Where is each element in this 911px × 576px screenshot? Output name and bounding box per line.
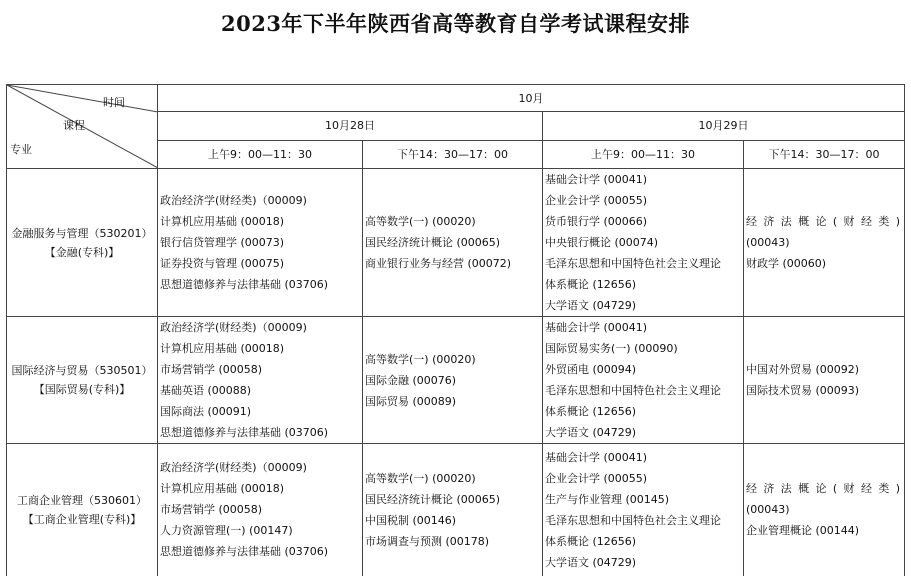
course-item: 人力资源管理(一) (00147) [160,524,293,538]
course-item: 国民经济统计概论 (00065) [365,236,501,249]
major-name: 国际经济与贸易（530501） [11,364,153,377]
course-list [363,444,543,576]
course-list [543,169,744,317]
course-item: 生产与作业管理 (00145) [545,492,670,506]
table-row [7,444,905,576]
major-level: 【工商企业管理(专科)】 [22,512,142,526]
course-item: 商业银行业务与经营 (00072) [365,257,512,270]
course-item: 政治经济学(财经类)（00009) [160,461,307,475]
course-item: (00043) [746,236,790,249]
course-item: 计算机应用基础 (00018) [160,215,285,228]
course-item: 中国税制 (00146) [365,513,457,527]
course-item: 国民经济统计概论 (00065) [365,492,501,506]
course-list [363,317,543,444]
course-item: 经济法概论(财经类) [746,215,900,228]
course-item: 中国对外贸易 (00092) [746,363,860,376]
major-cell [7,169,158,317]
course-item: 政治经济学(财经类)（00009) [160,194,307,207]
course-list [744,444,905,576]
course-item: 基础会计学 (00041) [545,450,648,464]
course-item: 政治经济学(财经类)（00009) [160,321,307,334]
course-item: 企业会计学 (00055) [545,471,648,485]
major-level: 【金融(专科)】 [44,245,120,259]
course-item: 银行信贷管理学 (00073) [160,236,285,249]
course-item: 市场调查与预测 (00178) [365,534,490,548]
course-item: 企业会计学 (00055) [545,194,648,207]
course-item: 国际技术贸易 (00093) [746,384,860,397]
course-item: 基础会计学 (00041) [545,321,648,334]
course-list [744,317,905,444]
course-list [744,169,905,317]
course-item: 毛泽东思想和中国特色社会主义理论 [545,384,721,397]
course-item: 基础英语 (00088) [160,384,252,397]
course-list [158,444,363,576]
course-list [543,317,744,444]
time-label: 时间 [103,96,125,109]
course-item: 市场营销学 (00058) [160,503,263,517]
course-item: 货币银行学 (00066) [545,215,648,228]
course-item: 证券投资与管理 (00075) [160,257,285,270]
major-cell [7,317,158,444]
course-item: 财政学 (00060) [746,257,827,270]
table-row [7,169,905,317]
course-item: 国际贸易实务(一) (00090) [545,342,678,355]
course-item: 经济法概论(财经类) [746,482,900,496]
course-item: 市场营销学 (00058) [160,363,263,376]
course-item: 企业管理概论 (00144) [746,524,860,538]
course-item: 国际商法 (00091) [160,405,252,418]
course-item: (00043) [746,503,790,517]
course-item: 体系概论 (12656) [545,278,637,291]
course-item: 高等数学(一) (00020) [365,471,476,485]
course-list [363,169,543,317]
major-level: 【国际贸易(专科)】 [33,383,131,396]
course-item: 体系概论 (12656) [545,405,637,418]
course-list [158,317,363,444]
session-header: 下午14：30—17：00 [744,140,905,168]
course-item: 毛泽东思想和中国特色社会主义理论 [545,513,721,527]
course-item: 体系概论 (12656) [545,534,637,548]
course-label: 课程 [63,119,85,132]
page-title: 2023年下半年陕西省高等教育自学考试课程安排 [221,11,690,36]
session-header: 上午9：00—11：30 [158,140,363,168]
day-header-2: 10月29日 [543,112,905,140]
session-header: 上午9：00—11：30 [543,140,744,168]
course-list [543,444,744,576]
course-item: 思想道德修养与法律基础 (03706) [160,426,329,439]
header-diagonal-cell [7,85,158,169]
major-label: 专业 [10,143,32,156]
course-item: 大学语文 (04729) [545,426,637,439]
course-item: 中央银行概论 (00074) [545,236,659,249]
month-header: 10月 [158,85,905,112]
course-list [158,169,363,317]
course-item: 计算机应用基础 (00018) [160,482,285,496]
course-item: 国际金融 (00076) [365,373,457,387]
day-header-1: 10月28日 [158,112,543,140]
major-name: 工商企业管理（530601） [17,493,147,507]
course-item: 思想道德修养与法律基础 (03706) [160,278,329,291]
course-item: 基础会计学 (00041) [545,173,648,186]
course-item: 计算机应用基础 (00018) [160,342,285,355]
course-item: 高等数学(一) (00020) [365,215,476,228]
major-name: 金融服务与管理（530201） [11,226,153,240]
course-item: 高等数学(一) (00020) [365,352,476,366]
course-item: 大学语文 (04729) [545,299,637,312]
schedule-table [6,84,905,576]
course-item: 国际贸易 (00089) [365,394,457,408]
course-item: 外贸函电 (00094) [545,363,637,376]
major-cell [7,444,158,576]
table-row [7,317,905,444]
session-header: 下午14：30—17：00 [363,140,543,168]
course-item: 大学语文 (04729) [545,555,637,569]
course-item: 毛泽东思想和中国特色社会主义理论 [545,257,721,270]
course-item: 思想道德修养与法律基础 (03706) [160,545,329,559]
